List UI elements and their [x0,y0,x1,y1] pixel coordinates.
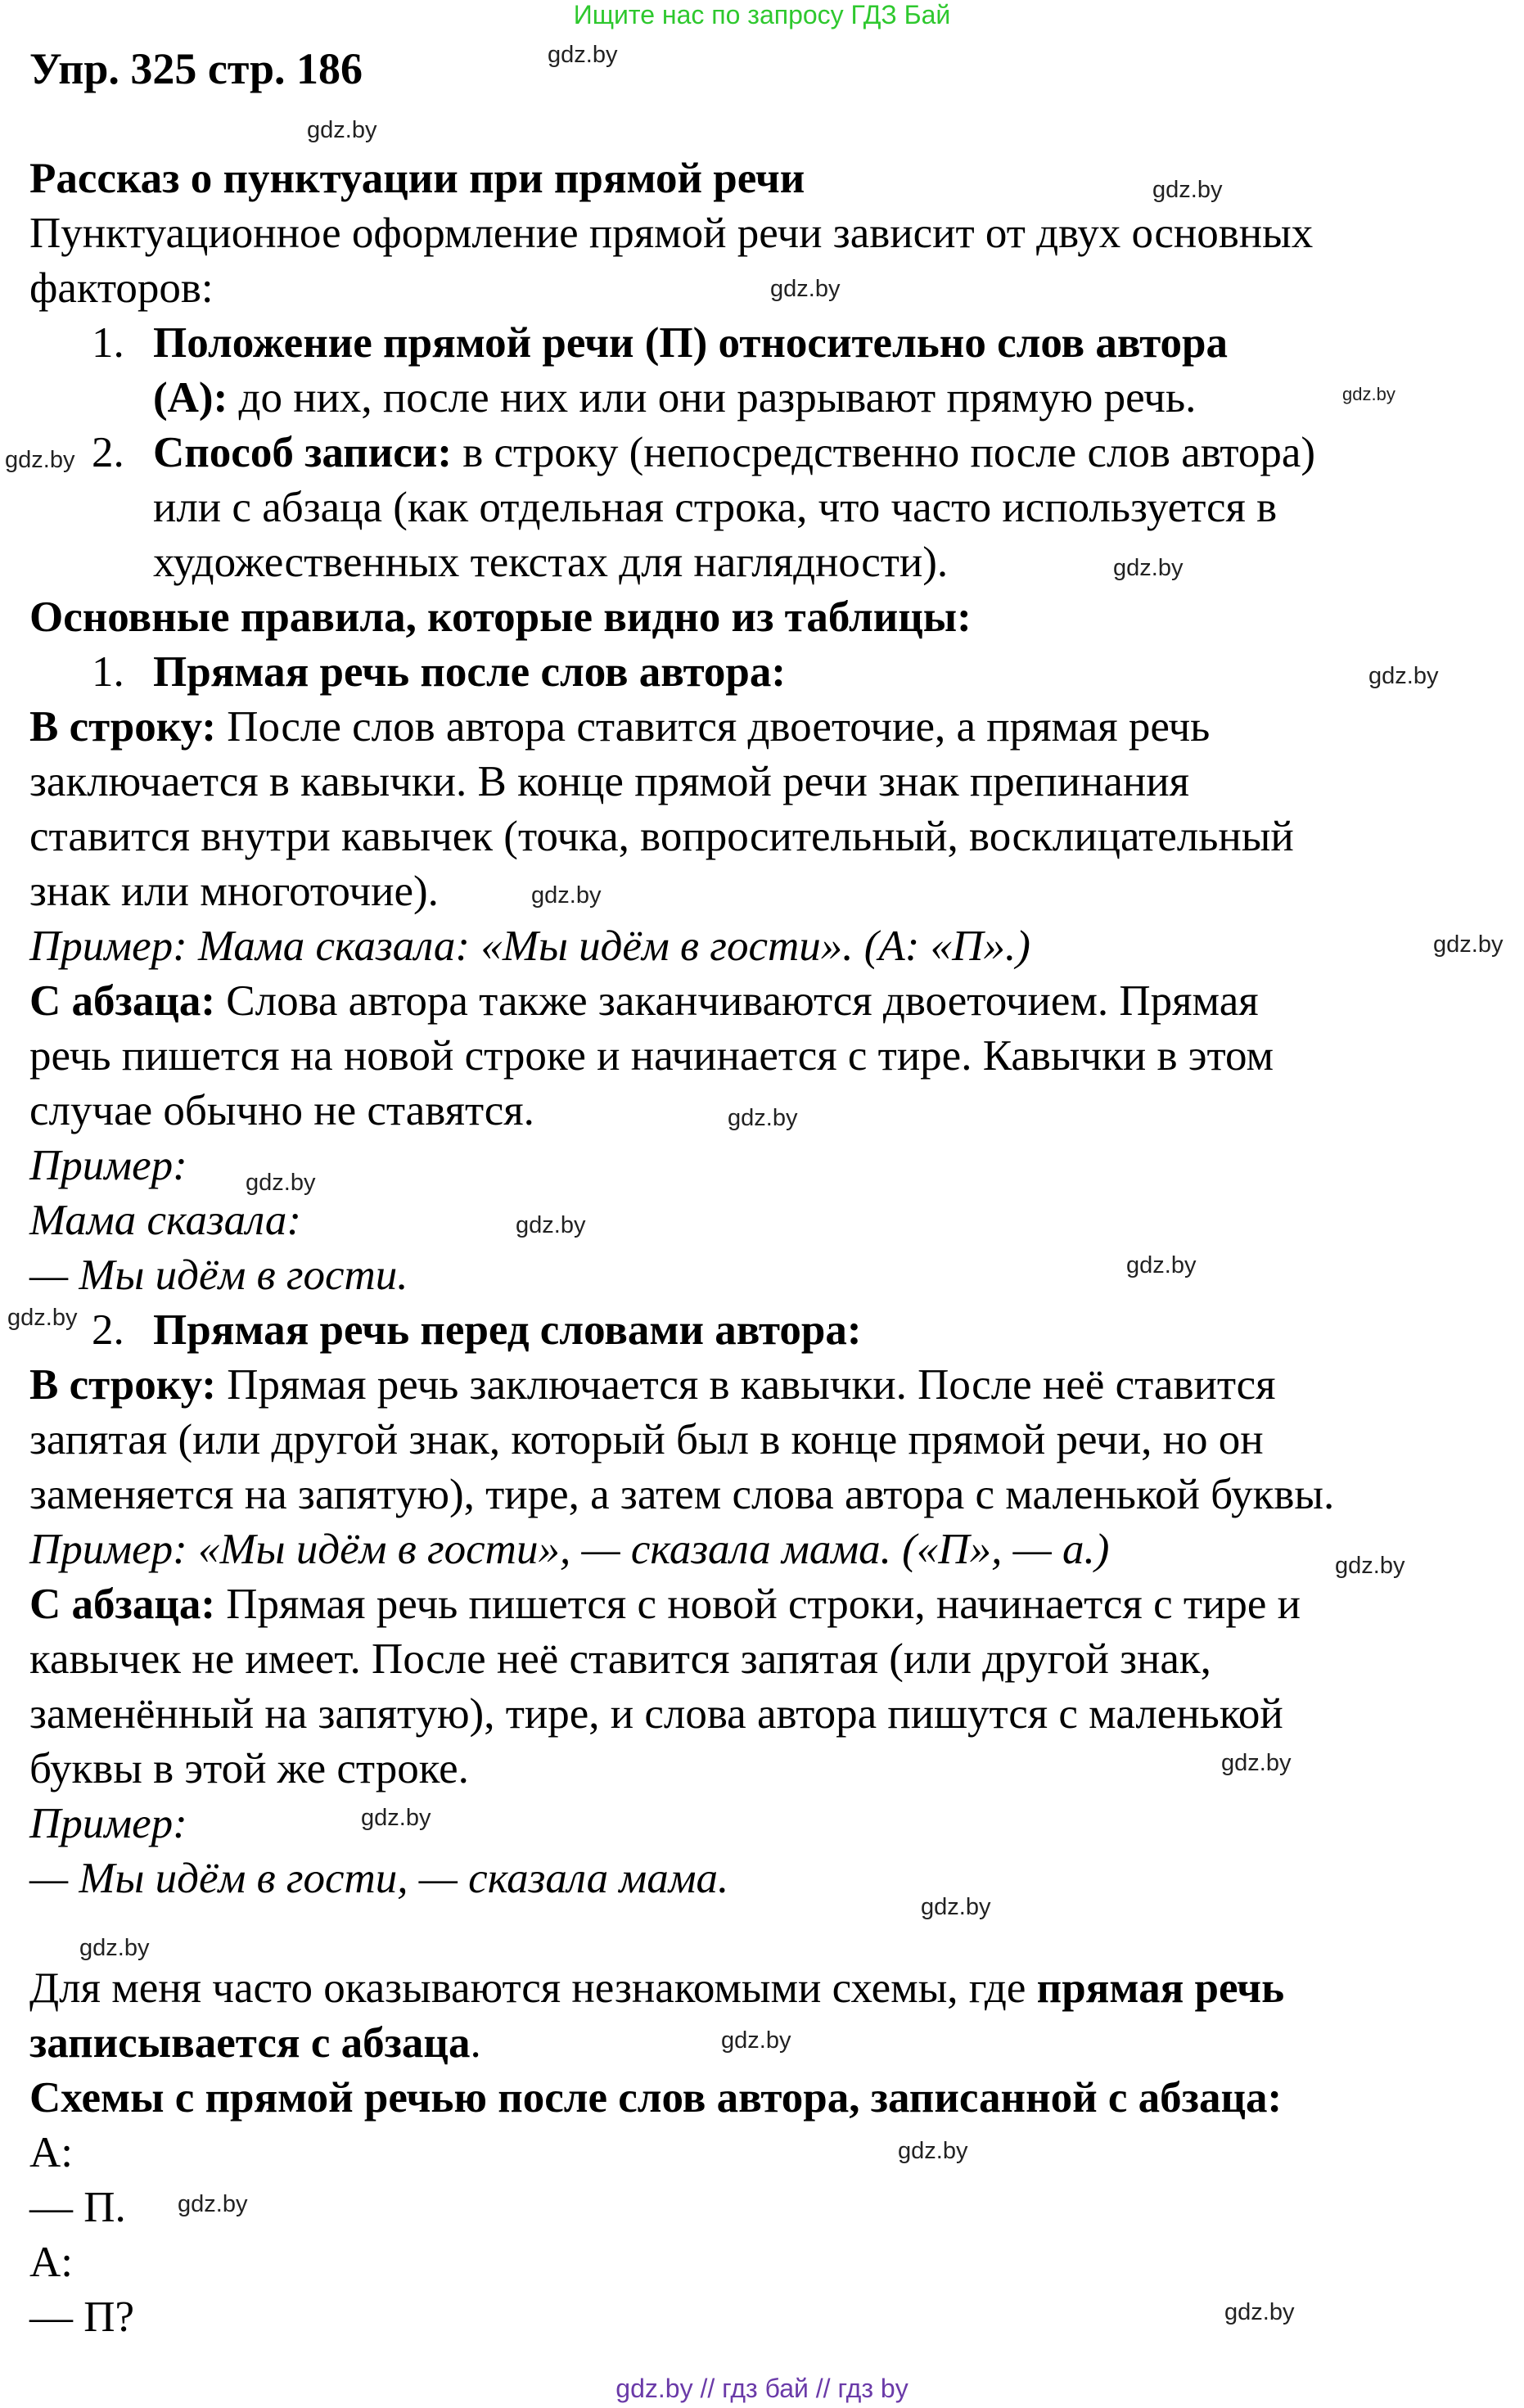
line-text [29,1361,1276,1409]
line-text [29,1745,469,1792]
watermark-text: gdz.by [898,2138,968,2164]
line-text [153,426,1315,480]
text-line [29,700,1511,755]
line-text [29,1526,1109,1573]
line-text [29,1197,301,1244]
text: заменяется на запятую), тире, а затем слова автора с маленькой буквы. [29,1471,1335,1518]
watermark-text: gdz.by [79,1935,150,1961]
text: — П? [29,2293,135,2341]
bold-text: Способ записи: [153,429,452,476]
italic-text: Пример: «Мы идём в гости», — сказала мама. («П», — а.) [29,1526,1110,1573]
text-line [29,1632,1511,1687]
blank-line [29,1906,1511,1961]
line-text [29,703,1210,751]
watermark-text: gdz.by [531,882,602,909]
line-text [29,1142,187,1189]
text-line [29,864,1511,919]
text: кавычек не имеет. После неё ставится запятая (или другой знак, [29,1635,1211,1683]
watermark-text: gdz.by [1433,931,1504,958]
line-text [29,977,1259,1025]
bold-text: В строку: [29,1361,217,1409]
text-line [29,1358,1511,1413]
text: знак или многоточие). [29,868,439,915]
bold-text: В строку: [29,703,217,751]
text-line [29,1522,1511,1577]
watermark-text: gdz.by [516,1212,586,1238]
text-line [29,1029,1511,1084]
text-line [29,2126,1511,2180]
text-line [29,1797,1511,1851]
italic-text: Пример: Мама сказала: «Мы идём в гости». (А: «П».) [29,922,1030,970]
text: . [470,2019,481,2067]
watermark-text: gdz.by [921,1894,991,1920]
text: речь пишется на новой строке и начинается с тире. Кавычки в этом [29,1032,1274,1080]
line-text [29,922,1030,970]
line-text [29,593,972,641]
watermark-text: gdz.by [1224,2299,1295,2325]
text-line [29,2235,1511,2290]
bold-text: Основные правила, которые видно из таблицы: [29,593,972,641]
list-number: 1. [92,648,124,696]
text-line [29,316,1511,371]
text-line [29,371,1511,426]
text-line [29,151,1511,206]
text-line [29,919,1511,974]
line-text [29,1032,1274,1080]
text: или с абзаца (как отдельная строка, что часто используется в [153,484,1278,531]
text: — П. [29,2184,126,2231]
italic-text: — Мы идём в гости, — сказала мама. [29,1855,729,1902]
line-text [29,264,214,312]
search-banner[interactable]: Ищите нас по запросу ГДЗ Бай [573,0,951,29]
bold-text: Прямая речь после слов автора: [153,648,787,696]
page-title: Упр. 325 стр. 186 [29,44,363,93]
watermark-text: gdz.by [728,1105,798,1131]
text-line [29,2071,1511,2126]
watermark-text: gdz.by [1342,384,1395,404]
watermark-text: gdz.by [246,1170,316,1196]
line-text [29,1800,187,1847]
line-text [29,868,439,915]
watermark-text: gdz.by [1335,1553,1405,1579]
text-line [29,480,1511,535]
text-line [29,1687,1511,1742]
text-line [29,1961,1511,2016]
list-number: 2. [92,1306,124,1354]
text: факторов: [29,264,214,312]
watermark-text: gdz.by [770,276,841,302]
line-text [29,2184,126,2231]
text-line [29,809,1511,864]
watermark-text: gdz.by [178,2191,248,2217]
line-text [29,1635,1211,1683]
bold-text: прямая речь [1036,1964,1285,2012]
watermark-text: gdz.by [548,42,618,68]
watermark-text: gdz.by [1221,1750,1292,1776]
line-text [29,155,805,202]
line-text [153,1303,862,1358]
bold-text: Схемы с прямой речью после слов автора, записанной с абзаца: [29,2074,1283,2122]
italic-text: Мама сказала: [29,1197,302,1244]
line-text [29,758,1189,805]
bold-text: (А): [153,374,228,422]
bold-text: Положение прямой речи (П) относительно слов автора [153,319,1229,367]
bold-text: Прямая речь перед словами автора: [153,1306,862,1354]
text-line [29,974,1511,1029]
line-text [29,1471,1334,1518]
line-text [29,1964,1284,2012]
line-text [29,813,1294,860]
line-text [29,210,1313,257]
text-line [29,645,1511,700]
text: запятая (или другой знак, который был в конце прямой речи, но он [29,1416,1264,1463]
line-text [29,2239,73,2286]
text-line [29,1851,1511,1906]
watermark-text: gdz.by [1368,663,1439,689]
list-number: 2. [92,429,124,476]
italic-text: — Мы идём в гости. [29,1251,408,1299]
text: буквы в этой же строке. [29,1745,469,1792]
watermark-text: gdz.by [1126,1252,1197,1278]
line-text [29,2293,134,2341]
text-line [29,2180,1511,2235]
italic-text: Пример: [29,1800,187,1847]
document-body [29,151,1511,2345]
text-line [29,590,1511,645]
watermark-text: gdz.by [7,1305,78,1331]
line-text [29,1690,1283,1738]
text-line [29,1303,1511,1358]
text-line [29,426,1511,480]
text: ставится внутри кавычек (точка, вопросительный, восклицательный [29,813,1294,860]
line-text [153,316,1228,371]
text-line [29,1193,1511,1248]
text: Прямая речь пишется с новой строки, начинается с тире и [215,1581,1301,1628]
line-text [29,2129,73,2176]
text: После слов автора ставится двоеточие, а прямая речь [216,703,1211,751]
italic-text: Пример: [29,1142,187,1189]
bold-text: С абзаца: [29,977,216,1025]
line-text [29,1416,1264,1463]
line-text [29,2019,481,2067]
text: заключается в кавычки. В конце прямой речи знак препинания [29,758,1189,805]
line-text [29,1087,534,1134]
watermark-text: gdz.by [5,447,75,473]
watermark-text: gdz.by [307,117,377,143]
line-text [153,645,786,700]
bold-text: Рассказ о пунктуации при прямой речи [29,155,805,202]
line-text [153,535,948,590]
text: заменённый на запятую), тире, и слова автора пишутся с маленькой [29,1690,1283,1738]
text-line [29,755,1511,809]
line-text [29,1855,728,1902]
text-line [29,1577,1511,1632]
bold-text: записывается с абзаца [29,2019,471,2067]
text: Слова автора также заканчиваются двоеточием. Прямая [215,977,1259,1025]
line-text [29,1581,1301,1628]
text: случае обычно не ставятся. [29,1087,534,1134]
watermark-text: gdz.by [721,2027,791,2054]
text: художественных текстах для наглядности). [153,539,949,586]
text: до них, после них или они разрывают прямую речь. [228,374,1197,422]
list-number: 1. [92,319,124,367]
line-text [29,1251,408,1299]
text: А: [29,2129,73,2176]
text: Пунктуационное оформление прямой речи зависит от двух основных [29,210,1314,257]
text-line [29,535,1511,590]
watermark-text: gdz.by [361,1805,431,1831]
watermark-text: gdz.by [1152,177,1223,203]
line-text [29,2074,1282,2122]
footer-links[interactable]: gdz.by // гдз бай // гдз by [615,2374,909,2403]
text: Для меня часто оказываются незнакомыми схемы, где [29,1964,1037,2012]
text-line [29,1413,1511,1468]
watermark-text: gdz.by [1113,555,1184,581]
line-text [153,480,1277,535]
text: в строку (непосредственно после слов автора) [451,429,1316,476]
text-line [29,1248,1511,1303]
text-line [29,1468,1511,1522]
line-text [153,371,1196,426]
text: А: [29,2239,73,2286]
bold-text: С абзаца: [29,1581,216,1628]
text: Прямая речь заключается в кавычки. После неё ставится [216,1361,1276,1409]
text-line [29,206,1511,261]
